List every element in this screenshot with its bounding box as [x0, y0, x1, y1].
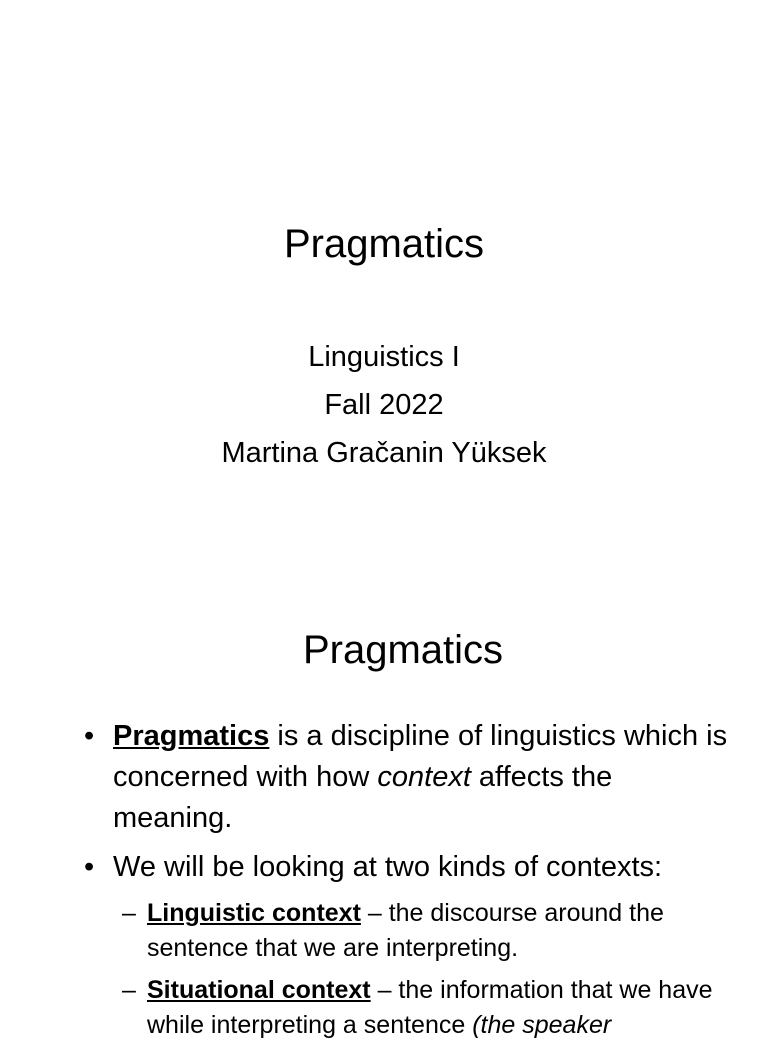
- slide-title: Pragmatics: [283, 222, 485, 266]
- key-term: Linguistic context: [147, 899, 361, 927]
- slide-subtitle: [0, 333, 768, 477]
- bullet-marker: •: [84, 851, 95, 883]
- dash-marker: –: [122, 899, 136, 927]
- emphasis-text: (the speaker: [472, 1011, 612, 1039]
- bullet-item: [0, 847, 768, 888]
- dash-marker: –: [122, 976, 136, 1004]
- emphasis-text: context: [377, 761, 471, 793]
- course-name: Linguistics I: [308, 341, 460, 373]
- content-slide: [0, 576, 768, 1039]
- bullet-text: affects the meaning.: [113, 761, 613, 834]
- bullet-item: [0, 716, 768, 839]
- slide-title: Pragmatics: [302, 628, 504, 672]
- bullet-text: is a discipline of linguistics which is concerned with how: [113, 720, 728, 793]
- bullet-text: We will be looking at two kinds of contexts:: [113, 851, 663, 883]
- bullet-list: [0, 716, 768, 1050]
- sub-bullet-text: – the discourse around the sentence that we are interpreting.: [147, 899, 664, 962]
- semester: Fall 2022: [324, 389, 444, 421]
- sub-bullet-item: [0, 896, 768, 966]
- instructor-name: Martina Gračanin Yüksek: [221, 437, 547, 469]
- sub-bullet-text: – the information that we have while interpreting a sentence: [147, 976, 713, 1039]
- key-term: Pragmatics: [113, 720, 270, 752]
- sub-bullet-item: [0, 973, 768, 1043]
- key-term: Situational context: [147, 976, 371, 1004]
- bullet-marker: •: [84, 720, 95, 752]
